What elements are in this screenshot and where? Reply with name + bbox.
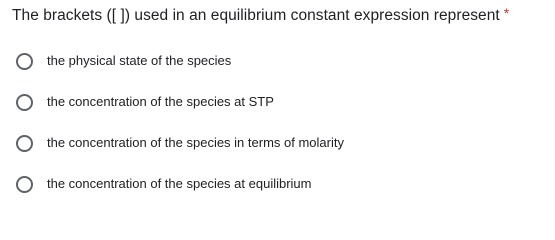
option-concentration-molarity[interactable] <box>16 131 344 155</box>
radio-button[interactable] <box>16 94 33 111</box>
radio-button[interactable] <box>16 135 33 152</box>
option-concentration-stp[interactable] <box>16 90 274 114</box>
required-asterisk: * <box>503 5 510 21</box>
question-text: The brackets ([ ]) used in an equilibrium constant expression represent <box>12 7 500 24</box>
radio-button[interactable] <box>16 53 33 70</box>
radio-button[interactable] <box>16 176 33 193</box>
option-label: the physical state of the species <box>47 53 232 68</box>
option-label: the concentration of the species in terms of molarity <box>47 135 344 150</box>
option-concentration-equilibrium[interactable] <box>16 172 312 196</box>
option-label: the concentration of the species at equilibrium <box>47 176 312 191</box>
option-physical-state[interactable] <box>16 49 231 73</box>
option-label: the concentration of the species at STP <box>47 94 274 109</box>
